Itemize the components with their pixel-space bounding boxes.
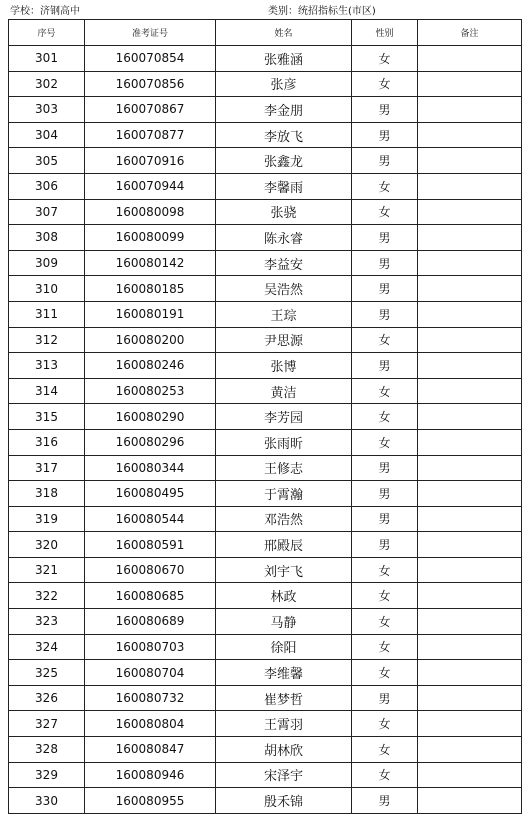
cell-gender: 女 — [352, 404, 418, 430]
cell-exam-id: 160080955 — [85, 788, 216, 814]
cell-number: 305 — [9, 148, 85, 174]
cell-name: 尹思源 — [216, 327, 352, 353]
cell-name: 刘宇飞 — [216, 557, 352, 583]
cell-name: 林政 — [216, 583, 352, 609]
cell-note — [418, 660, 522, 686]
cell-gender: 男 — [352, 685, 418, 711]
cell-exam-id: 160080344 — [85, 455, 216, 481]
cell-note — [418, 225, 522, 251]
cell-number: 330 — [9, 788, 85, 814]
cell-gender: 女 — [352, 762, 418, 788]
cell-note — [418, 711, 522, 737]
cell-exam-id: 160080946 — [85, 762, 216, 788]
cell-note — [418, 685, 522, 711]
cell-gender: 女 — [352, 557, 418, 583]
cell-note — [418, 148, 522, 174]
cell-exam-id: 160080290 — [85, 404, 216, 430]
cell-note — [418, 788, 522, 814]
column-header-name: 姓名 — [216, 20, 352, 46]
cell-exam-id: 160080591 — [85, 532, 216, 558]
admission-table — [8, 19, 522, 814]
cell-note — [418, 583, 522, 609]
cell-name: 李芳园 — [216, 404, 352, 430]
cell-number: 328 — [9, 737, 85, 763]
cell-name: 邢殿辰 — [216, 532, 352, 558]
cell-exam-id: 160080191 — [85, 301, 216, 327]
table-row — [9, 250, 522, 276]
cell-exam-id: 160080098 — [85, 199, 216, 225]
table-row — [9, 353, 522, 379]
cell-note — [418, 455, 522, 481]
cell-note — [418, 634, 522, 660]
cell-gender: 女 — [352, 199, 418, 225]
table-row — [9, 685, 522, 711]
cell-name: 徐阳 — [216, 634, 352, 660]
cell-note — [418, 199, 522, 225]
cell-gender: 男 — [352, 532, 418, 558]
cell-name: 李益安 — [216, 250, 352, 276]
cell-exam-id: 160080704 — [85, 660, 216, 686]
cell-number: 312 — [9, 327, 85, 353]
table-row — [9, 404, 522, 430]
cell-note — [418, 327, 522, 353]
cell-gender: 男 — [352, 788, 418, 814]
table-row — [9, 97, 522, 123]
cell-name: 李放飞 — [216, 122, 352, 148]
table-row — [9, 327, 522, 353]
cell-number: 307 — [9, 199, 85, 225]
table-row — [9, 634, 522, 660]
cell-note — [418, 46, 522, 72]
school-label: 学校：济钢高中 — [10, 6, 80, 17]
cell-name: 殷禾锦 — [216, 788, 352, 814]
cell-number: 323 — [9, 609, 85, 635]
cell-gender: 女 — [352, 660, 418, 686]
table-row — [9, 506, 522, 532]
cell-name: 于霄瀚 — [216, 481, 352, 507]
table-row — [9, 276, 522, 302]
cell-name: 张雅涵 — [216, 46, 352, 72]
cell-number: 319 — [9, 506, 85, 532]
cell-note — [418, 122, 522, 148]
table-row — [9, 788, 522, 814]
cell-name: 黄洁 — [216, 378, 352, 404]
cell-number: 318 — [9, 481, 85, 507]
cell-number: 315 — [9, 404, 85, 430]
cell-name: 胡林欣 — [216, 737, 352, 763]
cell-note — [418, 250, 522, 276]
cell-number: 320 — [9, 532, 85, 558]
cell-name: 宋泽宇 — [216, 762, 352, 788]
cell-exam-id: 160080099 — [85, 225, 216, 251]
cell-number: 317 — [9, 455, 85, 481]
cell-name: 王琮 — [216, 301, 352, 327]
cell-name: 李馨雨 — [216, 173, 352, 199]
cell-number: 304 — [9, 122, 85, 148]
cell-exam-id: 160080246 — [85, 353, 216, 379]
cell-exam-id: 160080689 — [85, 609, 216, 635]
cell-gender: 男 — [352, 353, 418, 379]
cell-number: 326 — [9, 685, 85, 711]
cell-number: 329 — [9, 762, 85, 788]
cell-gender: 男 — [352, 97, 418, 123]
cell-note — [418, 378, 522, 404]
cell-number: 309 — [9, 250, 85, 276]
cell-gender: 男 — [352, 506, 418, 532]
table-row — [9, 660, 522, 686]
cell-gender: 男 — [352, 481, 418, 507]
cell-exam-id: 160070867 — [85, 97, 216, 123]
cell-gender: 女 — [352, 583, 418, 609]
cell-number: 302 — [9, 71, 85, 97]
cell-note — [418, 71, 522, 97]
cell-note — [418, 301, 522, 327]
cell-name: 张鑫龙 — [216, 148, 352, 174]
cell-gender: 女 — [352, 711, 418, 737]
cell-gender: 女 — [352, 737, 418, 763]
cell-note — [418, 557, 522, 583]
cell-gender: 男 — [352, 225, 418, 251]
cell-number: 321 — [9, 557, 85, 583]
table-row — [9, 481, 522, 507]
cell-name: 张彦 — [216, 71, 352, 97]
cell-exam-id: 160080544 — [85, 506, 216, 532]
cell-number: 308 — [9, 225, 85, 251]
cell-name: 李维馨 — [216, 660, 352, 686]
cell-note — [418, 276, 522, 302]
cell-number: 327 — [9, 711, 85, 737]
cell-note — [418, 762, 522, 788]
cell-number: 313 — [9, 353, 85, 379]
column-header-exam-id: 准考证号 — [85, 20, 216, 46]
cell-number: 311 — [9, 301, 85, 327]
cell-gender: 女 — [352, 327, 418, 353]
cell-exam-id: 160080185 — [85, 276, 216, 302]
cell-name: 吴浩然 — [216, 276, 352, 302]
cell-exam-id: 160070877 — [85, 122, 216, 148]
cell-name: 马静 — [216, 609, 352, 635]
cell-name: 陈永睿 — [216, 225, 352, 251]
cell-note — [418, 481, 522, 507]
cell-gender: 女 — [352, 378, 418, 404]
cell-gender: 男 — [352, 455, 418, 481]
cell-gender: 女 — [352, 46, 418, 72]
table-row — [9, 532, 522, 558]
cell-name: 李金朋 — [216, 97, 352, 123]
cell-gender: 男 — [352, 250, 418, 276]
cell-note — [418, 532, 522, 558]
table-row — [9, 557, 522, 583]
cell-exam-id: 160070944 — [85, 173, 216, 199]
cell-name: 崔梦哲 — [216, 685, 352, 711]
cell-number: 303 — [9, 97, 85, 123]
table-row — [9, 173, 522, 199]
cell-number: 301 — [9, 46, 85, 72]
column-header-number: 序号 — [9, 20, 85, 46]
table-row — [9, 455, 522, 481]
table-row — [9, 711, 522, 737]
cell-exam-id: 160080685 — [85, 583, 216, 609]
cell-note — [418, 353, 522, 379]
table-row — [9, 378, 522, 404]
cell-exam-id: 160070916 — [85, 148, 216, 174]
cell-exam-id: 160080200 — [85, 327, 216, 353]
cell-exam-id: 160080847 — [85, 737, 216, 763]
cell-gender: 女 — [352, 173, 418, 199]
cell-exam-id: 160080732 — [85, 685, 216, 711]
table-row — [9, 609, 522, 635]
cell-exam-id: 160080253 — [85, 378, 216, 404]
table-header-row — [9, 20, 522, 46]
cell-exam-id: 160080296 — [85, 429, 216, 455]
cell-name: 张雨昕 — [216, 429, 352, 455]
table-row — [9, 199, 522, 225]
cell-number: 314 — [9, 378, 85, 404]
cell-note — [418, 173, 522, 199]
cell-gender: 男 — [352, 301, 418, 327]
cell-number: 316 — [9, 429, 85, 455]
column-header-gender: 性别 — [352, 20, 418, 46]
table-row — [9, 71, 522, 97]
cell-gender: 女 — [352, 609, 418, 635]
cell-exam-id: 160070854 — [85, 46, 216, 72]
cell-exam-id: 160080142 — [85, 250, 216, 276]
cell-exam-id: 160080495 — [85, 481, 216, 507]
cell-note — [418, 97, 522, 123]
cell-note — [418, 506, 522, 532]
cell-note — [418, 404, 522, 430]
cell-number: 324 — [9, 634, 85, 660]
table-row — [9, 583, 522, 609]
cell-gender: 女 — [352, 634, 418, 660]
column-header-note: 备注 — [418, 20, 522, 46]
table-row — [9, 46, 522, 72]
table-row — [9, 122, 522, 148]
cell-gender: 女 — [352, 429, 418, 455]
cell-exam-id: 160070856 — [85, 71, 216, 97]
table-body — [9, 46, 522, 814]
cell-note — [418, 429, 522, 455]
table-row — [9, 429, 522, 455]
page-header — [0, 5, 527, 19]
table-row — [9, 737, 522, 763]
table-row — [9, 225, 522, 251]
table-row — [9, 301, 522, 327]
table-row — [9, 148, 522, 174]
cell-exam-id: 160080703 — [85, 634, 216, 660]
cell-note — [418, 609, 522, 635]
cell-name: 邓浩然 — [216, 506, 352, 532]
cell-number: 306 — [9, 173, 85, 199]
table-row — [9, 762, 522, 788]
category-label: 类别：统招指标生(市区) — [268, 6, 376, 17]
cell-gender: 男 — [352, 148, 418, 174]
cell-number: 325 — [9, 660, 85, 686]
cell-name: 王霄羽 — [216, 711, 352, 737]
cell-name: 王修志 — [216, 455, 352, 481]
cell-gender: 男 — [352, 276, 418, 302]
cell-number: 322 — [9, 583, 85, 609]
cell-note — [418, 737, 522, 763]
cell-exam-id: 160080804 — [85, 711, 216, 737]
cell-name: 张博 — [216, 353, 352, 379]
cell-name: 张骁 — [216, 199, 352, 225]
cell-gender: 女 — [352, 71, 418, 97]
cell-exam-id: 160080670 — [85, 557, 216, 583]
cell-gender: 男 — [352, 122, 418, 148]
cell-number: 310 — [9, 276, 85, 302]
